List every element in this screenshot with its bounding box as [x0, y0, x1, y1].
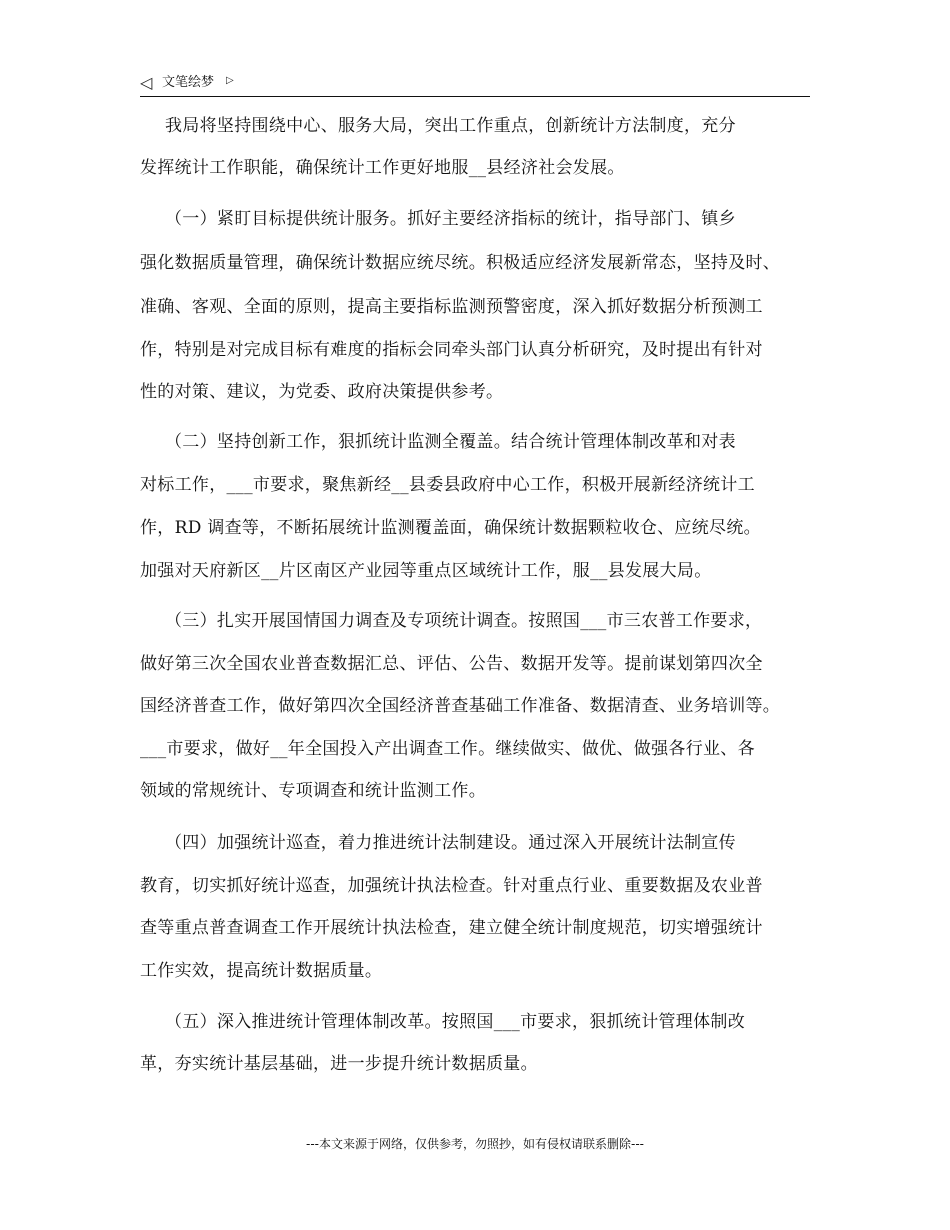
paragraph-5-line-2: 教育，切实抓好统计巡查，加强统计执法检查。针对重点行业、重要数据及农业普: [140, 876, 763, 896]
paragraph-3-line-4: 加强对天府新区__片区南区产业园等重点区域统计工作，服__县发展大局。: [140, 561, 712, 581]
triangle-left-icon: ◁: [140, 73, 153, 92]
paragraph-3-line-2: 对标工作，___市要求，聚焦新经__县委县政府中心工作，积极开展新经济统计工: [140, 475, 755, 495]
paragraph-2-line-1: （一）紧盯目标提供统计服务。抓好主要经济指标的统计，指导部门、镇乡: [165, 209, 736, 229]
paragraph-5-line-1: （四）加强统计巡查，着力推进统计法制建设。通过深入开展统计法制宣传: [165, 833, 736, 853]
paragraph-2-line-2: 强化数据质量管理，确保统计数据应统尽统。积极适应经济发展新常态，坚持及时、: [140, 253, 781, 273]
paragraph-4-line-3: 国经济普查工作，做好第四次全国经济普查基础工作准备、数据清查、业务培训等。: [140, 696, 781, 716]
page-header: [140, 72, 810, 94]
paragraph-6-line-1: （五）深入推进统计管理体制改革。按照国___市要求，狠抓统计管理体制改: [165, 1012, 745, 1032]
paragraph-3-line-1: （二）坚持创新工作，狠抓统计监测全覆盖。结合统计管理体制改革和对表: [165, 432, 736, 452]
paragraph-5-line-4: 工作实效，提高统计数据质量。: [140, 961, 383, 981]
header-divider: [140, 96, 810, 97]
paragraph-5-line-3: 查等重点普查调查工作开展统计执法检查，建立健全统计制度规范，切实增强统计: [140, 918, 763, 938]
paragraph-4-line-5: 领域的常规统计、专项调查和统计监测工作。: [140, 781, 486, 801]
paragraph-2-line-4: 作，特别是对完成目标有难度的指标会同牵头部门认真分析研究，及时提出有针对: [140, 340, 763, 360]
page-footer: ---本文来源于网络，仅供参考，勿照抄，如有侵权请联系删除---: [306, 1137, 644, 1151]
paragraph-4-line-2: 做好第三次全国农业普查数据汇总、评估、公告、数据开发等。提前谋划第四次全: [140, 654, 763, 674]
paragraph-6-line-2: 革，夯实统计基层基础，进一步提升统计数据质量。: [140, 1054, 538, 1074]
paragraph-1-line-2: 发挥统计工作职能，确保统计工作更好地服__县经济社会发展。: [140, 158, 625, 178]
paragraph-2-line-3: 准确、客观、全面的原则，提高主要指标监测预警密度，深入抓好数据分析预测工: [140, 297, 763, 317]
paragraph-1-line-1: 我局将坚持围绕中心、服务大局，突出工作重点，创新统计方法制度，充分: [165, 116, 736, 136]
triangle-right-icon: ▷: [226, 75, 234, 86]
paragraph-2-line-5: 性的对策、建议，为党委、政府决策提供参考。: [140, 382, 504, 402]
paragraph-3-line-3: 作，RD 调查等，不断拓展统计监测覆盖面，确保统计数据颗粒收仓、应统尽统。: [140, 518, 761, 538]
header-brand: 文笔绘梦: [162, 75, 215, 90]
paragraph-4-line-4: ___市要求，做好__年全国投入产出调查工作。继续做实、做优、做强各行业、各: [140, 739, 755, 759]
paragraph-4-line-1: （三）扎实开展国情国力调查及专项统计调查。按照国___市三农普工作要求，: [165, 611, 763, 631]
